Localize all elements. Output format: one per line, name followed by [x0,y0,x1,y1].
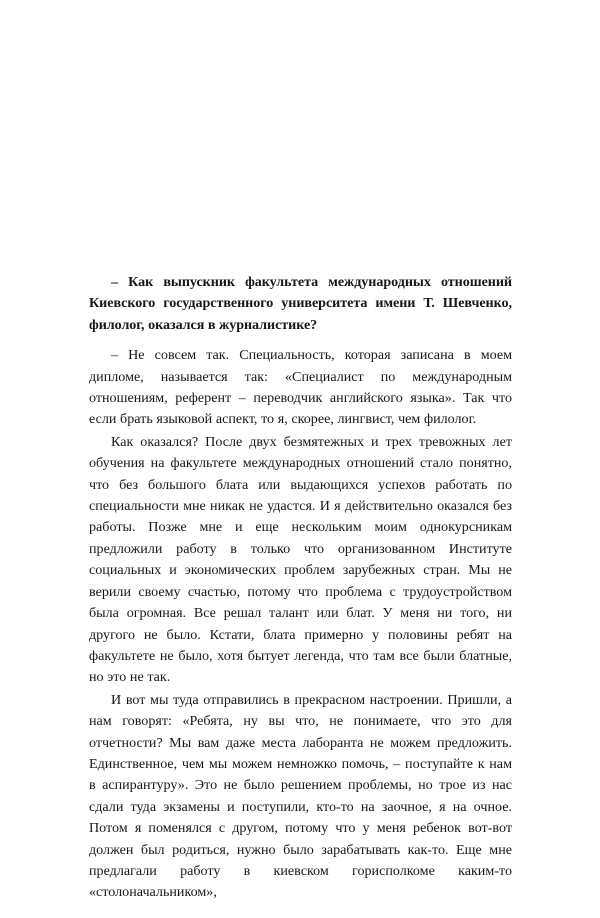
page-text-body [89,272,512,904]
interview-answer-paragraph-2: Как оказался? После двух безмятежных и трех тревожных лет обучения на факультете международных отношений стало понятно, что без большого блата или выдающихся успехов работать по специальности мне никак не удастся. И я действительно оказался без работы. Позже мне и еще нескольким моим однокурсникам предложили работу в только что организованном Институте социальных и экономических проблем зарубежных стран. Мы не верили своему счастью, потому что проблема с трудоустройством была огромная. Все решал талант или блат. У меня ни того, ни другого не было. Кстати, блата примерно у половины ребят на факультете не было, хотя бытует легенда, что там все были блатные, но это не так. [89,433,512,686]
interview-answer-paragraph-1: – Не совсем так. Специальность, которая записана в моем дипломе, называется так: «Специалист по международным отношениям, референт – переводчик английского языка». Так что если брать языковой аспект, то я, скорее, лингвист, чем филолог. [89,347,512,428]
interview-question-paragraph: – Как выпускник факультета международных отношений Киевского государственного университета имени Т. Шевченко, филолог, оказался в журналистике? [89,274,512,333]
interview-answer-paragraph-3: И вот мы туда отправились в прекрасном настроении. Пришли, а нам говорят: «Ребята, ну вы что, не понимаете, что это для отчетности? Мы вам даже места лаборанта не можем предложить. Единственное, чем мы можем немножко помочь, – поступайте к нам в аспирантуру». Это не было решением проблемы, но трое из нас сдали туда экзамены и поступили, кто-то на заочное, я на очное. Потом я поменялся с другом, потому что у меня ребенок вот-вот должен был родиться, нужно было зарабатывать как-то. Еще мне предлагали работу в киевском горисполкоме каким-то «столоначальником», [89,691,512,901]
